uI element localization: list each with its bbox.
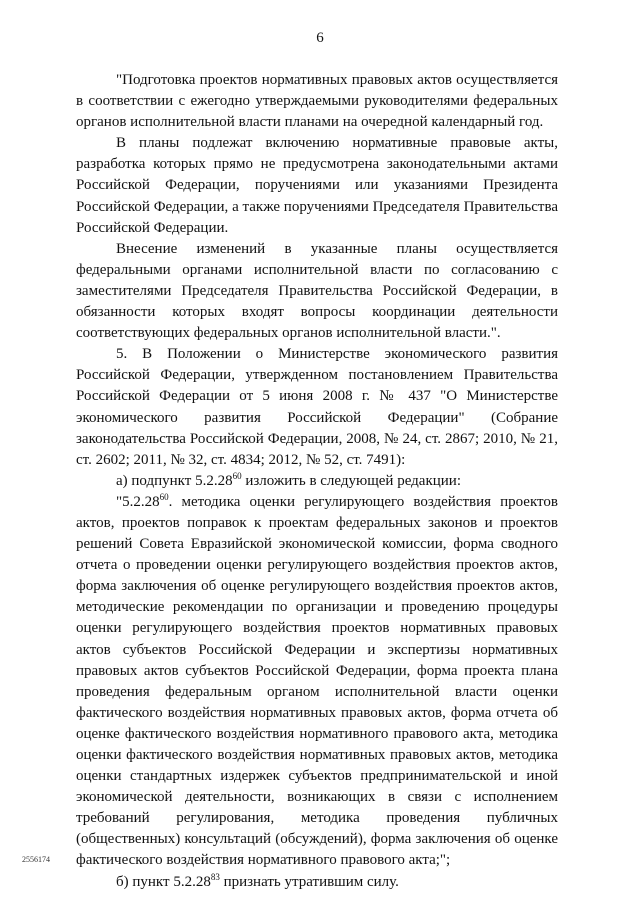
paragraph-subitem-b [76, 872, 558, 893]
subitem-a-suffix: изложить в следующей редакции: [241, 472, 461, 489]
page-number: 6 [316, 30, 324, 46]
new-wording-superscript: 60 [159, 491, 169, 502]
document-body [76, 70, 558, 893]
document-code: 2556174 [22, 855, 50, 864]
paragraph-subitem-a [76, 471, 558, 492]
new-wording-text: . методика оценки регулирующего воздействия проектов актов, проектов поправок к проектам федеральных законов и проектов решений Совета Евразийской экономической комиссии, форма сводного отчета о проведении оценки регулирующего воздействия проектов актов, форма заключения об оценке регулирующего воздействия проектов актов, методические рекомендации по организации и проведению процедуры оценки регулирующего воздействия проектов нормативных правовых актов субъектов Российской Федерации и экспертизы нормативных правовых актов субъектов Российской Федерации, форма проекта плана проведения федеральным органом исполнительной власти оценки фактического воздействия нормативных правовых актов, форма отчета об оценке фактического воздействия нормативного правового акта, методика оценки фактического воздействия нормативных правовых актов, методика оценки стандартных издержек субъектов предпринимательской и иной экономической деятельности, возникающих в связи с исполнением требований регулирования, методика проведения публичных (общественных) консультаций (обсуждений), форма заключения об оценке фактического воздействия нормативного правового акта;"; [76, 493, 558, 869]
paragraph-new-wording [76, 492, 558, 872]
paragraph-plan-changes: Внесение изменений в указанные планы осуществляется федеральными органами исполнительной власти по согласованию с заместителями Председателя Правительства Российской Федерации, в обязанности которых входят вопросы координации деятельности соответствующих федеральных органов исполнительной власти.". [76, 240, 558, 342]
paragraph-planning-procedure: "Подготовка проектов нормативных правовых актов осуществляется в соответствии с ежегодно утверждаемыми руководителями федеральных органов исполнительной власти планами на очередной календарный год. [76, 72, 558, 131]
subitem-a-superscript: 60 [232, 470, 242, 481]
paragraph-item-5: 5. В Положении о Министерстве экономического развития Российской Федерации, утвержденном постановлением Правительства Российской Федерации от 5 июня 2008 г. № 437 "О Министерстве экономического развития Российской Федерации" (Собрание законодательства Российской Федерации, 2008, № 24, ст. 2867; 2010, № 21, ст. 2602; 2011, № 32, ст. 4834; 2012, № 52, ст. 7491): [76, 346, 558, 468]
subitem-b-suffix: признать утратившим силу. [219, 873, 399, 890]
paragraph-plan-inclusion: В планы подлежат включению нормативные правовые акты, разработка которых прямо не предусмотрена законодательными актами Российской Федерации, поручениями или указаниями Президента Российской Федерации, а также поручениями Председателя Правительства Российской Федерации. [76, 135, 558, 236]
subitem-b-superscript: 83 [210, 871, 220, 882]
subitem-a-prefix: а) подпункт 5.2.28 [116, 472, 233, 489]
new-wording-prefix: "5.2.28 [116, 493, 160, 510]
subitem-b-prefix: б) пункт 5.2.28 [116, 873, 211, 890]
